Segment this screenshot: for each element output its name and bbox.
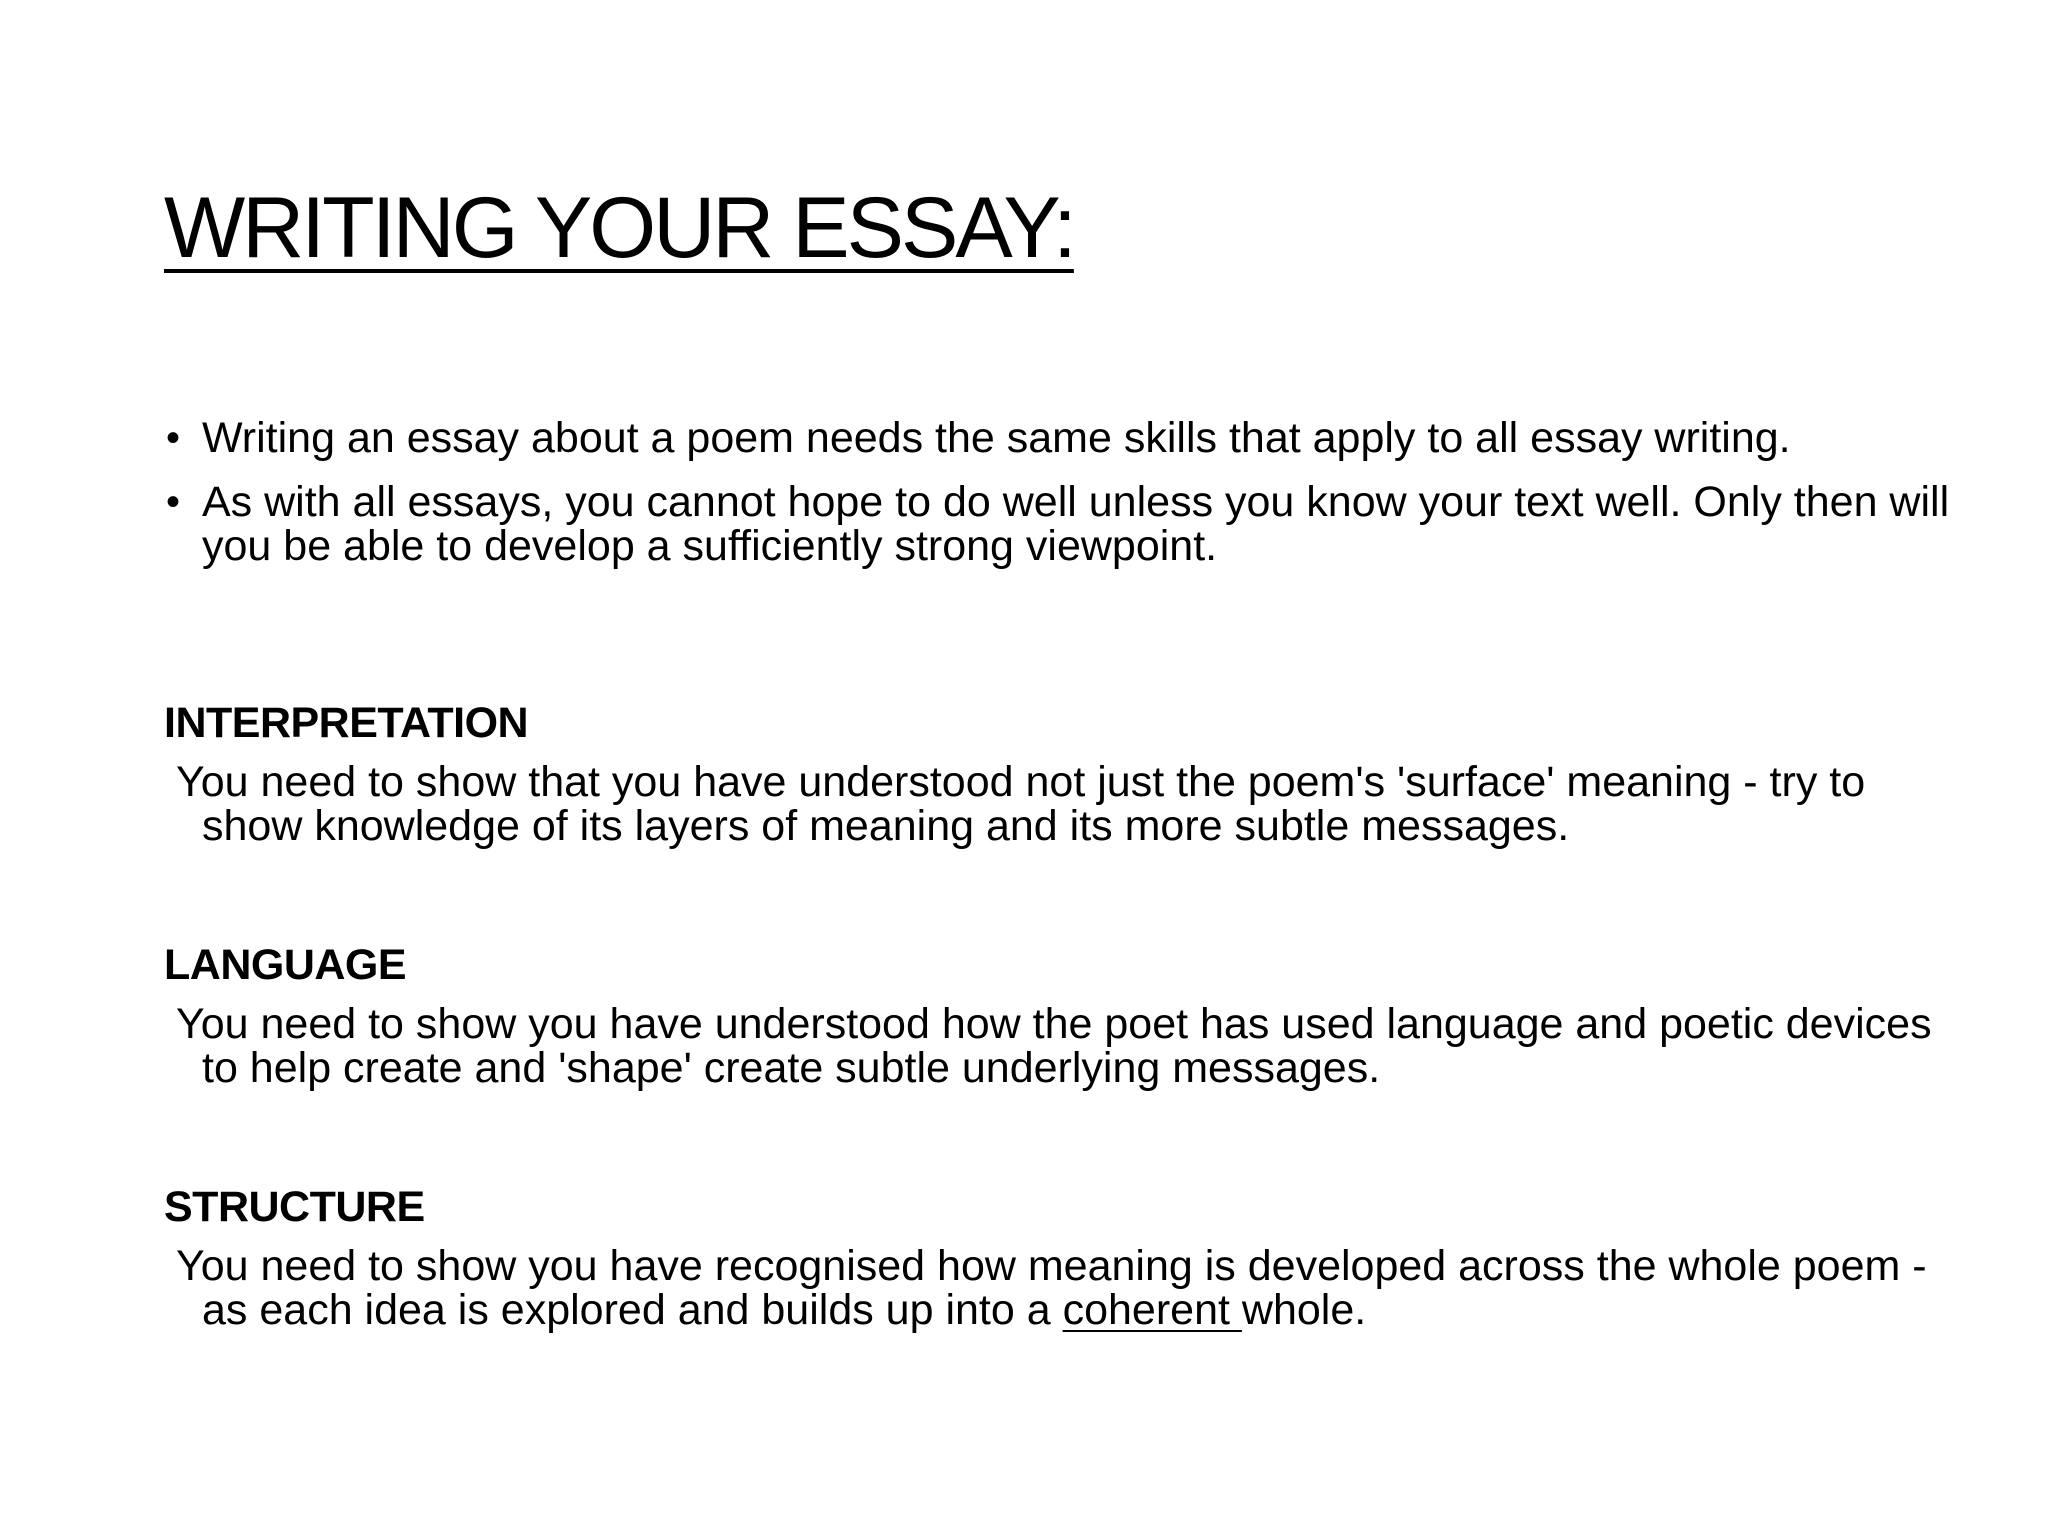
bullet-text: As with all essays, you cannot hope to do well unless you know your text well. Only then will you be able to develop a sufficiently strong viewpoint. (202, 478, 1950, 570)
section-heading: INTERPRETATION (164, 699, 529, 747)
bullet-dot-icon: • (166, 480, 181, 524)
bullet-item (160, 480, 1960, 568)
bullet-dot-icon: • (166, 416, 181, 460)
section-interpretation (164, 698, 1964, 848)
bullet-item (160, 416, 1960, 460)
section-text (164, 1244, 1964, 1332)
section-text: You need to show you have understood how the poet has used language and poetic devices to help create and 'shape' create subtle underlying messages. (176, 1000, 1932, 1092)
page-title: WRITING YOUR ESSAY: (164, 180, 1074, 276)
section-heading: STRUCTURE (164, 1183, 425, 1231)
underlined-word: coherent (1062, 1286, 1242, 1334)
bullet-list (160, 416, 1960, 588)
section-text-part: whole. (1241, 1286, 1367, 1334)
section-language (164, 940, 1964, 1090)
section-text: You need to show that you have understood not just the poem's 'surface' meaning - try to show knowledge of its layers of meaning and its more subtle messages. (176, 758, 1866, 850)
bullet-text: Writing an essay about a poem needs the same skills that apply to all essay writing. (202, 414, 1791, 462)
section-structure (164, 1182, 1964, 1332)
section-heading: LANGUAGE (164, 941, 407, 989)
section-text-part: You need to show you have recognised how meaning is developed across the whole poem - as each idea is explored and builds up into a (176, 1242, 1927, 1334)
